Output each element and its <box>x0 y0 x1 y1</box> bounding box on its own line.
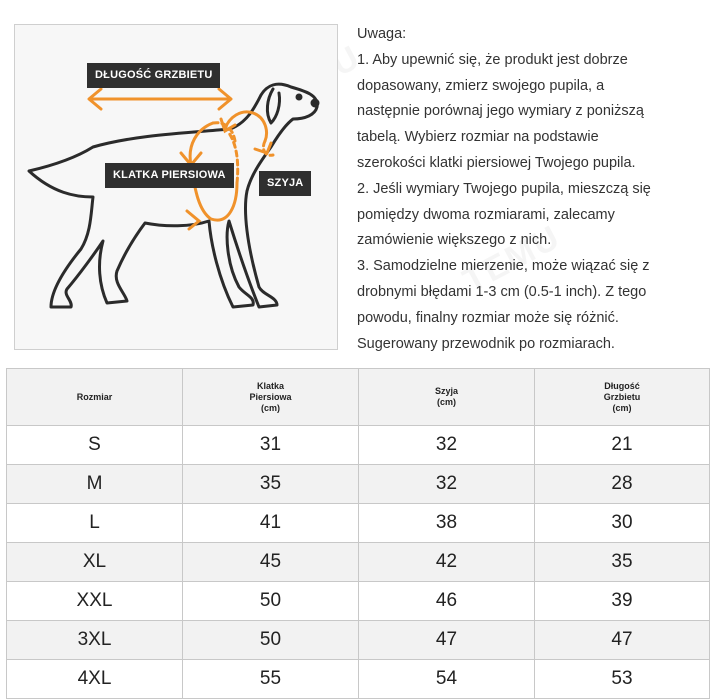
table-header-row <box>7 369 710 426</box>
size-cell: L <box>7 504 183 543</box>
table-header-cell <box>359 369 535 426</box>
notes-line: 2. Jeśli wymiary Twojego pupila, mieszczą się <box>357 180 651 197</box>
measurement-cell: 28 <box>535 465 710 504</box>
notes-line: Sugerowany przewodnik po rozmiarach. <box>357 335 615 352</box>
table-header-text: (cm) <box>260 402 280 413</box>
measurement-cell: 35 <box>535 543 710 582</box>
measurement-cell: 31 <box>183 426 359 465</box>
table-row <box>7 660 710 699</box>
notes-line: drobnymi błędami 1-3 cm (0.5-1 inch). Z tego <box>357 283 647 300</box>
notes-line: 3. Samodzielne mierzenie, może wiązać się z <box>357 258 650 275</box>
back-length-label: DŁUGOŚĆ GRZBIETU <box>87 63 220 88</box>
measurement-cell: 46 <box>359 582 535 621</box>
table-row <box>7 465 710 504</box>
size-cell: 4XL <box>7 660 183 699</box>
table-header-text: Szyja <box>434 386 458 396</box>
table-header-text: Rozmiar <box>76 391 113 402</box>
table-header-text: Długość <box>604 380 640 391</box>
table-row <box>7 621 710 660</box>
table-header-text: (cm) <box>436 397 456 407</box>
table-header-cell <box>535 369 710 426</box>
size-cell: XL <box>7 543 183 582</box>
notes-line: 1. Aby upewnić się, że produkt jest dobrze <box>357 51 628 68</box>
measurement-cell: 32 <box>359 426 535 465</box>
notes-line: tabelą. Wybierz rozmiar na podstawie <box>357 129 599 146</box>
table-row <box>7 504 710 543</box>
size-cell: M <box>7 465 183 504</box>
table-header-text: Piersiowa <box>249 391 292 402</box>
chest-label: KLATKA PIERSIOWA <box>105 163 234 188</box>
measurement-cell: 21 <box>535 426 710 465</box>
measurement-cell: 50 <box>183 621 359 660</box>
notes-line: pomiędzy dwoma rozmiarami, zalecamy <box>357 206 615 223</box>
notes-heading: Uwaga: <box>357 26 407 42</box>
measurement-cell: 45 <box>183 543 359 582</box>
table-header-text: (cm) <box>612 402 632 413</box>
size-cell: 3XL <box>7 621 183 660</box>
table-row <box>7 543 710 582</box>
measurement-cell: 54 <box>359 660 535 699</box>
notes-line: powodu, finalny rozmiar może się różnić. <box>357 309 619 326</box>
measurement-cell: 42 <box>359 543 535 582</box>
table-header-text: Grzbietu <box>603 391 641 402</box>
table-header-cell <box>7 369 183 426</box>
dog-measurement-figure <box>14 24 338 350</box>
notes-line: następnie porównaj jego wymiary z poniższą <box>357 103 644 120</box>
back-length-arrow <box>89 89 231 109</box>
measurement-cell: 53 <box>535 660 710 699</box>
measurement-cell: 47 <box>359 621 535 660</box>
measurement-cell: 39 <box>535 582 710 621</box>
size-table <box>6 368 710 699</box>
sizing-notes <box>357 22 709 357</box>
table-row <box>7 426 710 465</box>
table-row <box>7 582 710 621</box>
table-header-cell <box>183 369 359 426</box>
measurement-cell: 32 <box>359 465 535 504</box>
neck-label: SZYJA <box>259 171 311 196</box>
size-cell: S <box>7 426 183 465</box>
measurement-cell: 47 <box>535 621 710 660</box>
measurement-cell: 38 <box>359 504 535 543</box>
measurement-cell: 30 <box>535 504 710 543</box>
measurement-cell: 50 <box>183 582 359 621</box>
measurement-cell: 55 <box>183 660 359 699</box>
notes-line: dopasowany, zmierz swojego pupila, a <box>357 77 605 94</box>
table-header-text: Klatka <box>256 380 284 391</box>
measurement-cell: 35 <box>183 465 359 504</box>
notes-line: szerokości klatki piersiowej Twojego pupila. <box>357 154 636 171</box>
notes-line: zamówienie większego z nich. <box>357 232 552 249</box>
size-cell: XXL <box>7 582 183 621</box>
measurement-cell: 41 <box>183 504 359 543</box>
